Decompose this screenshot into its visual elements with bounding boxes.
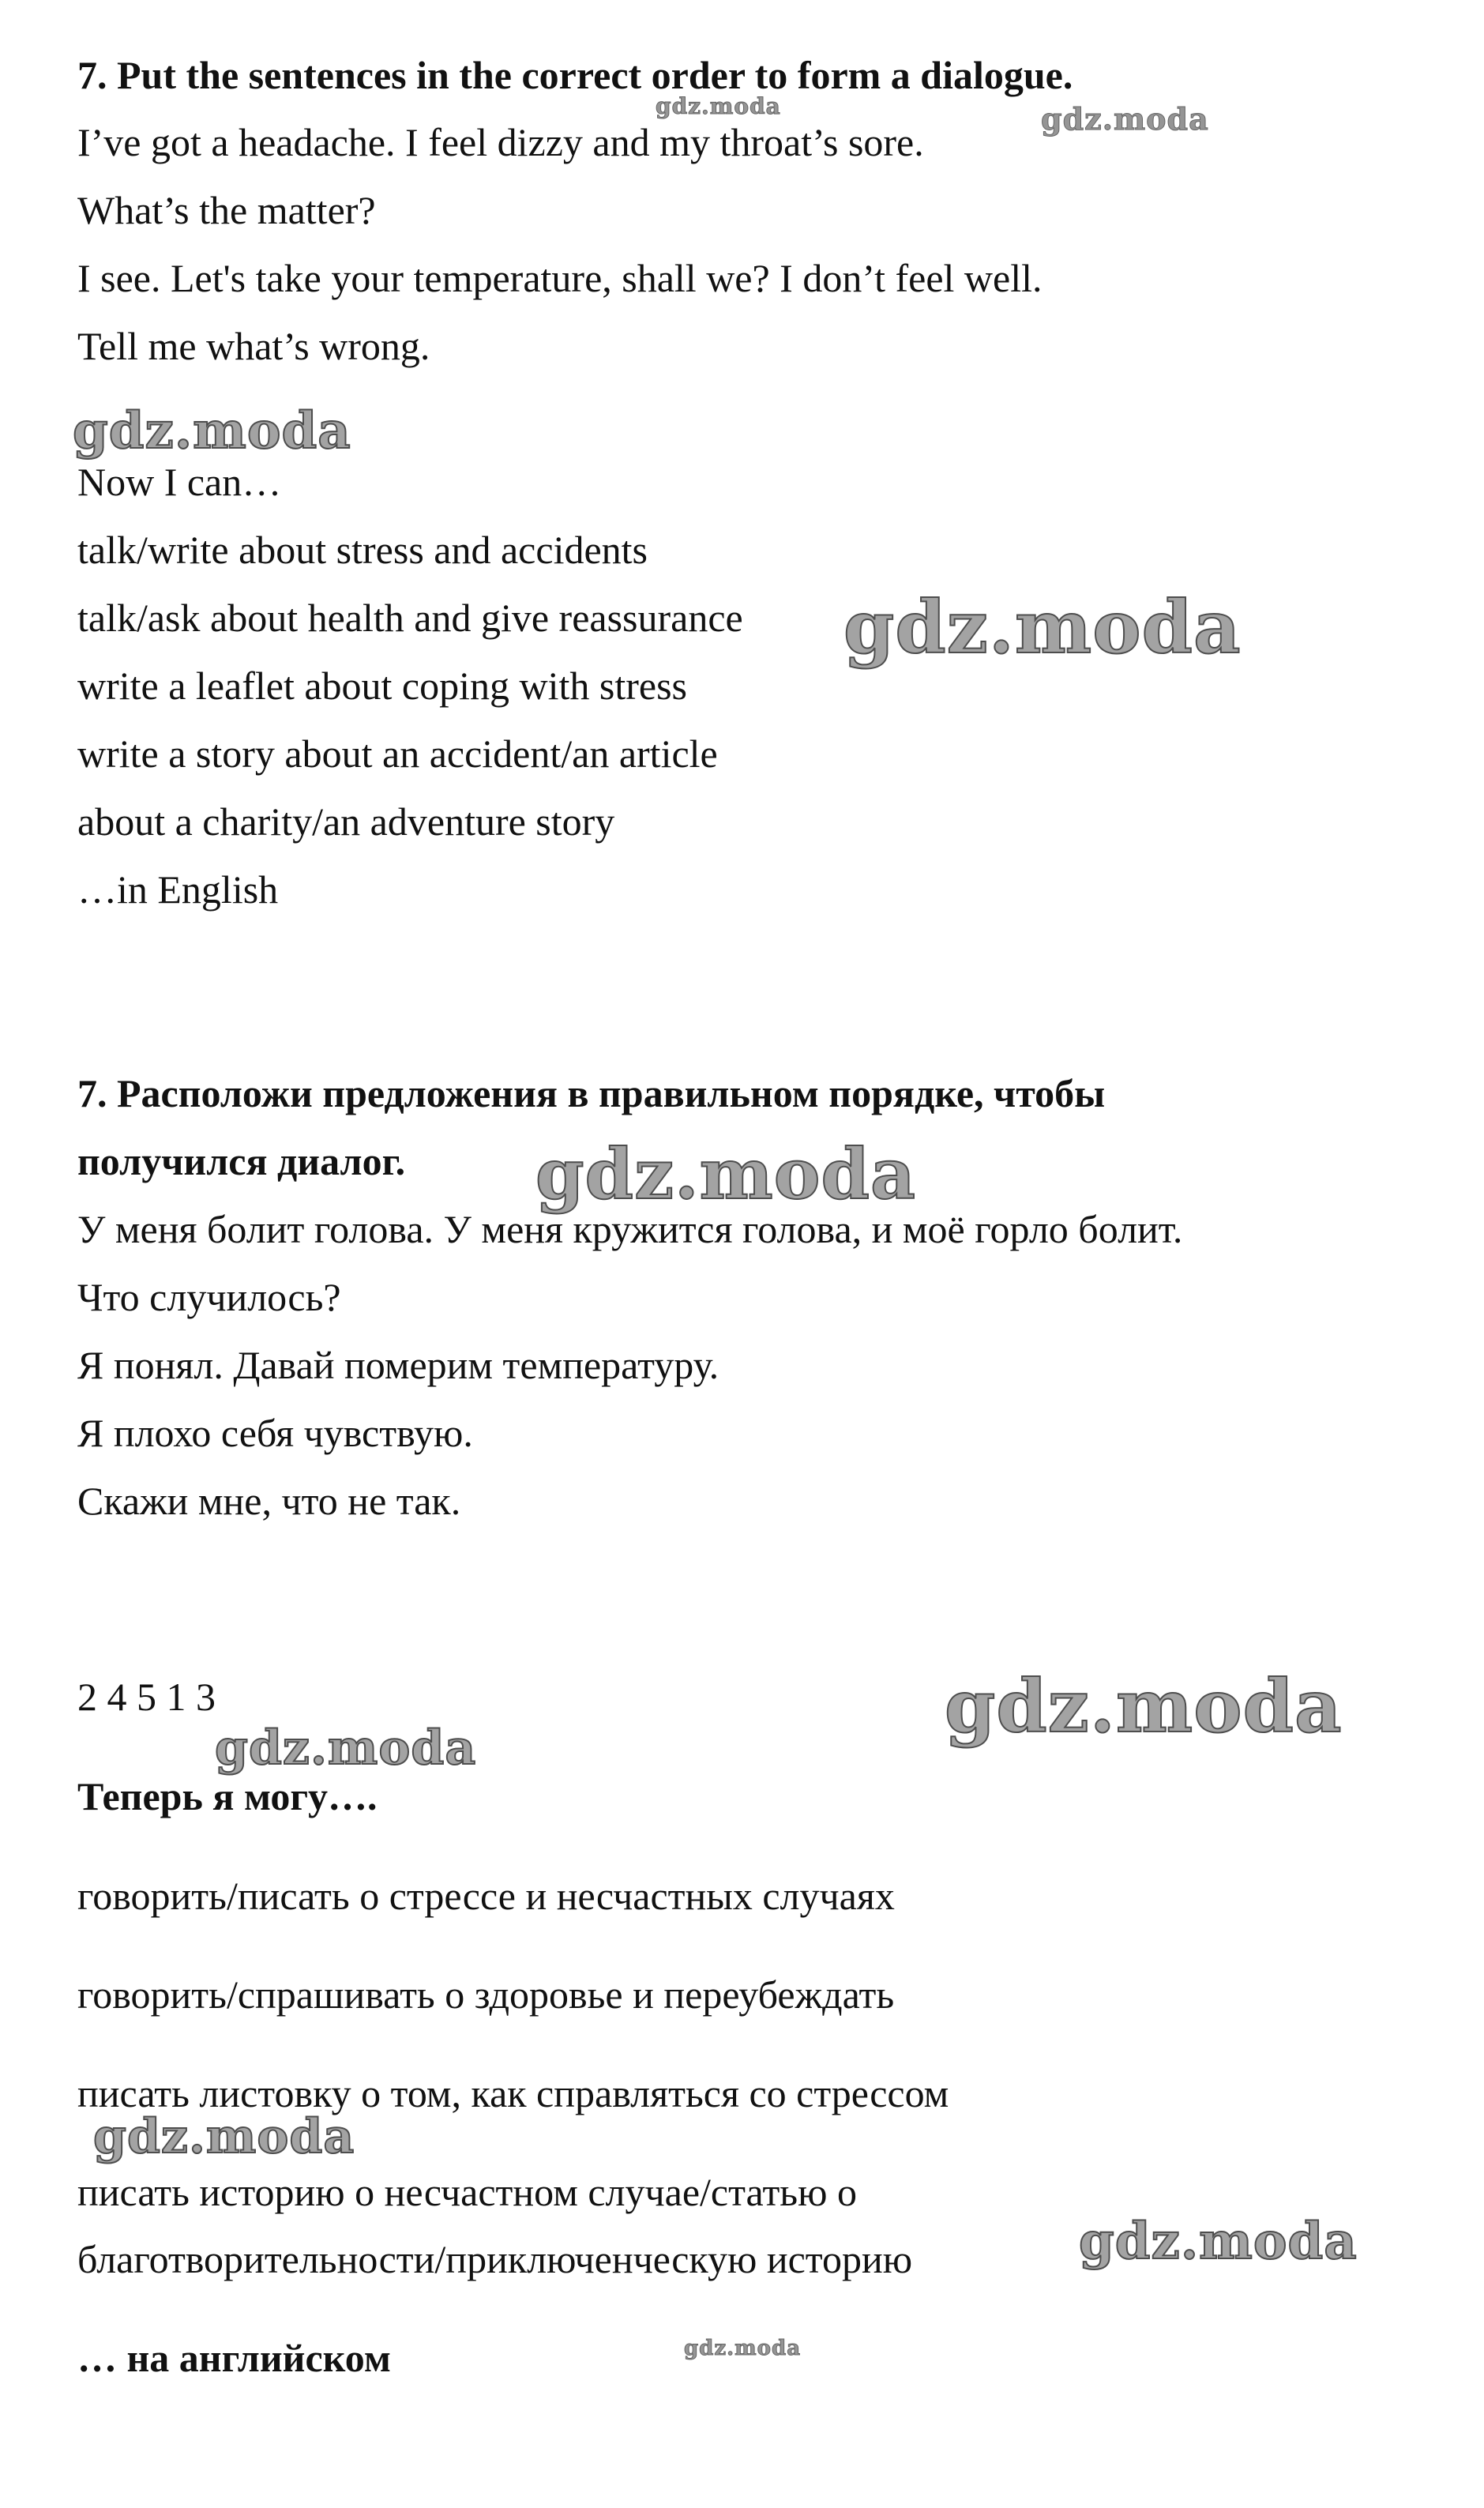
- now-i-can-item-ru-6: … на английском: [77, 2336, 391, 2380]
- now-i-can-item-en-1: talk/write about stress and accidents: [77, 528, 648, 572]
- watermark: gdz.moda: [73, 401, 351, 461]
- watermark: gdz.moda: [1041, 101, 1209, 137]
- watermark: gdz.moda: [684, 2337, 802, 2360]
- now-i-can-item-ru-5: благотворительности/приключенческую историю: [77, 2237, 913, 2281]
- now-i-can-item-en-2: talk/ask about health and give reassurance: [77, 596, 743, 640]
- watermark: gdz.moda: [945, 1664, 1343, 1749]
- dialogue-sentence-ru-1: У меня болит голова. У меня кружится голова, и моё горло болит.: [77, 1207, 1183, 1251]
- task-title-ru-line1: 7. Расположи предложения в правильном порядке, чтобы: [77, 1071, 1106, 1115]
- dialogue-sentence-en-4: Tell me what’s wrong.: [77, 324, 430, 368]
- dialogue-sentence-en-1: I’ve got a headache. I feel dizzy and my throat’s sore.: [77, 120, 924, 164]
- now-i-can-item-en-6: …in English: [77, 867, 279, 912]
- now-i-can-title-ru: Теперь я могу….: [77, 1774, 378, 1818]
- dialogue-sentence-en-3: I see. Let's take your temperature, shall we? I don’t feel well.: [77, 256, 1043, 300]
- dialogue-sentence-ru-5: Скажи мне, что не так.: [77, 1479, 461, 1523]
- now-i-can-item-ru-2: говорить/спрашивать о здоровье и переубеждать: [77, 1972, 895, 2017]
- now-i-can-item-en-5: about a charity/an adventure story: [77, 799, 615, 844]
- dialogue-sentence-ru-2: Что случилось?: [77, 1275, 341, 1319]
- dialogue-sentence-ru-4: Я плохо себя чувствую.: [77, 1411, 473, 1455]
- task-title-en: 7. Put the sentences in the correct order to form a dialogue.: [77, 53, 1073, 97]
- watermark: gdz.moda: [215, 1720, 477, 1776]
- watermark: gdz.moda: [843, 585, 1242, 670]
- watermark: gdz.moda: [1079, 2212, 1358, 2271]
- watermark: gdz.moda: [656, 93, 781, 119]
- now-i-can-item-ru-1: говорить/писать о стрессе и несчастных случаях: [77, 1874, 895, 1918]
- watermark: gdz.moda: [535, 1133, 917, 1215]
- now-i-can-item-en-4: write a story about an accident/an article: [77, 731, 718, 776]
- now-i-can-title-en: Now I can…: [77, 460, 282, 504]
- task-title-ru-line2: получился диалог.: [77, 1139, 406, 1183]
- dialogue-sentence-en-2: What’s the matter?: [77, 188, 376, 232]
- now-i-can-item-ru-4: писать историю о несчастном случае/статью о: [77, 2170, 857, 2214]
- dialogue-sentence-ru-3: Я понял. Давай померим температуру.: [77, 1343, 719, 1387]
- now-i-can-item-ru-3: писать листовку о том, как справляться со стрессом: [77, 2071, 949, 2115]
- now-i-can-item-en-3: write a leaflet about coping with stress: [77, 664, 687, 708]
- watermark: gdz.moda: [93, 2109, 355, 2164]
- answer-order: 2 4 5 1 3: [77, 1675, 216, 1719]
